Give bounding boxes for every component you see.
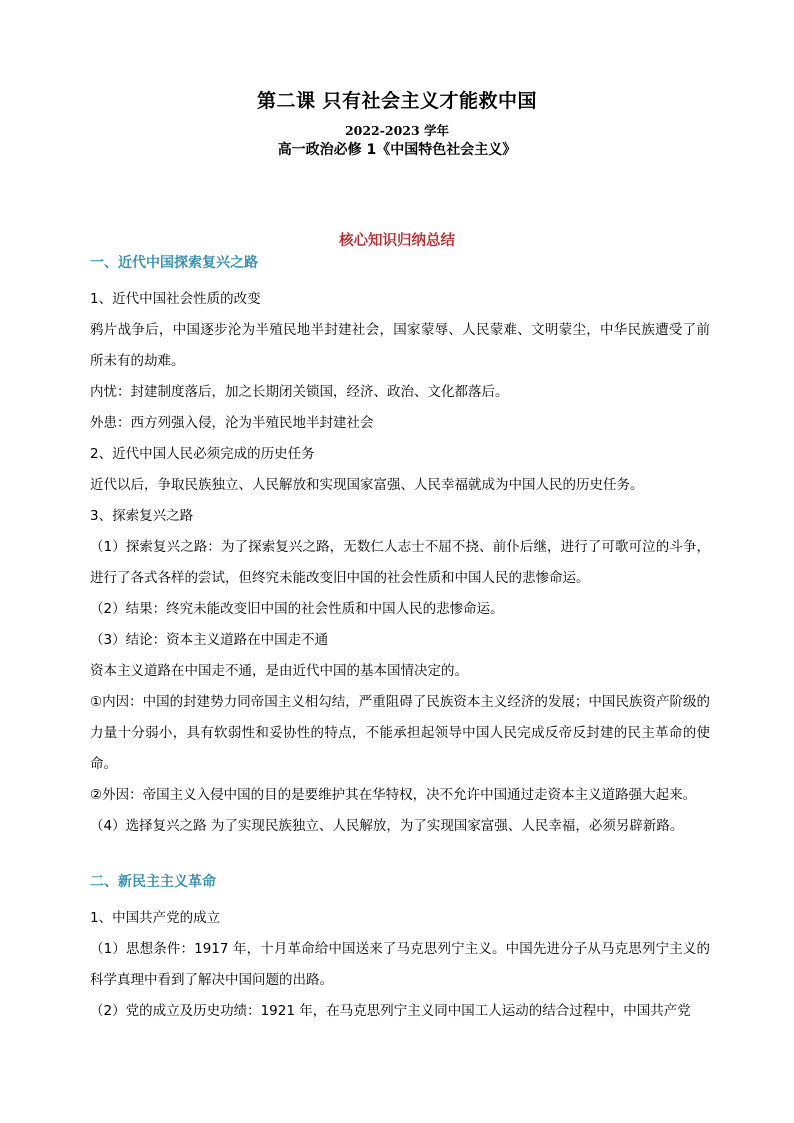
document-body [90, 253, 710, 1027]
list-item: （3）结论：资本主义道路在中国走不通 [90, 632, 329, 648]
list-item: （2）结果：终究未能改变旧中国的社会性质和中国人民的悲惨命运。 [90, 601, 504, 617]
section-heading: 一、近代中国探索复兴之路 [90, 255, 258, 271]
list-item: （1）思想条件：1917 年，十月革命给中国送来了马克思列宁主义。中国先进分子从马克思列宁主义的科学真理中看到了解决中国问题的出路。 [90, 941, 710, 988]
course-name: 高一政治必修 1《中国特色社会主义》 [277, 142, 517, 158]
paragraph: 外患：西方列强入侵，沦为半殖民地半封建社会 [90, 415, 374, 431]
list-item: （4）选择复兴之路 为了实现民族独立、人民解放，为了实现国家富强、人民幸福，必须另辟新路。 [90, 818, 684, 834]
subsection-heading: 1、近代中国社会性质的改变 [90, 291, 261, 307]
paragraph: 资本主义道路在中国走不通，是由近代中国的基本国情决定的。 [90, 663, 468, 679]
page-title: 第二课 只有社会主义才能救中国 [256, 90, 538, 112]
paragraph: 内忧：封建制度落后，加之长期闭关锁国，经济、政治、文化都落后。 [90, 384, 509, 400]
summary-heading: 核心知识归纳总结 [339, 233, 455, 249]
school-year: 2022-2023 学年 [344, 123, 450, 138]
list-item: （1）探索复兴之路：为了探索复兴之路，无数仁人志士不屈不挠、前仆后继，进行了可歌可泣的斗争，进行了各式各样的尝试，但终究未能改变旧中国的社会性质和中国人民的悲惨命运。 [90, 539, 710, 586]
paragraph: 鸦片战争后，中国逐步沦为半殖民地半封建社会，国家蒙辱、人民蒙难、文明蒙尘，中华民族遭受了前所未有的劫难。 [90, 322, 710, 369]
subsection-heading: 2、近代中国人民必须完成的历史任务 [90, 446, 315, 462]
paragraph: 近代以后，争取民族独立、人民解放和实现国家富强、人民幸福就成为中国人民的历史任务。 [90, 477, 644, 493]
list-item: （2）党的成立及历史功绩：1921 年，在马克思列宁主义同中国工人运动的结合过程中，中国共产党 [90, 1003, 691, 1019]
paragraph: ①内因：中国的封建势力同帝国主义相勾结，严重阻碍了民族资本主义经济的发展；中国民族资产阶级的力量十分弱小，具有软弱性和妥协性的特点，不能承担起领导中国人民完成反帝反封建的民主革命的使命。 [90, 694, 710, 772]
section-heading: 二、新民主主义革命 [90, 874, 216, 890]
paragraph: ②外因：帝国主义入侵中国的目的是要维护其在华特权，决不允许中国通过走资本主义道路强大起来。 [90, 787, 697, 803]
subsection-heading: 3、探索复兴之路 [90, 508, 194, 524]
subsection-heading: 1、中国共产党的成立 [90, 910, 221, 926]
